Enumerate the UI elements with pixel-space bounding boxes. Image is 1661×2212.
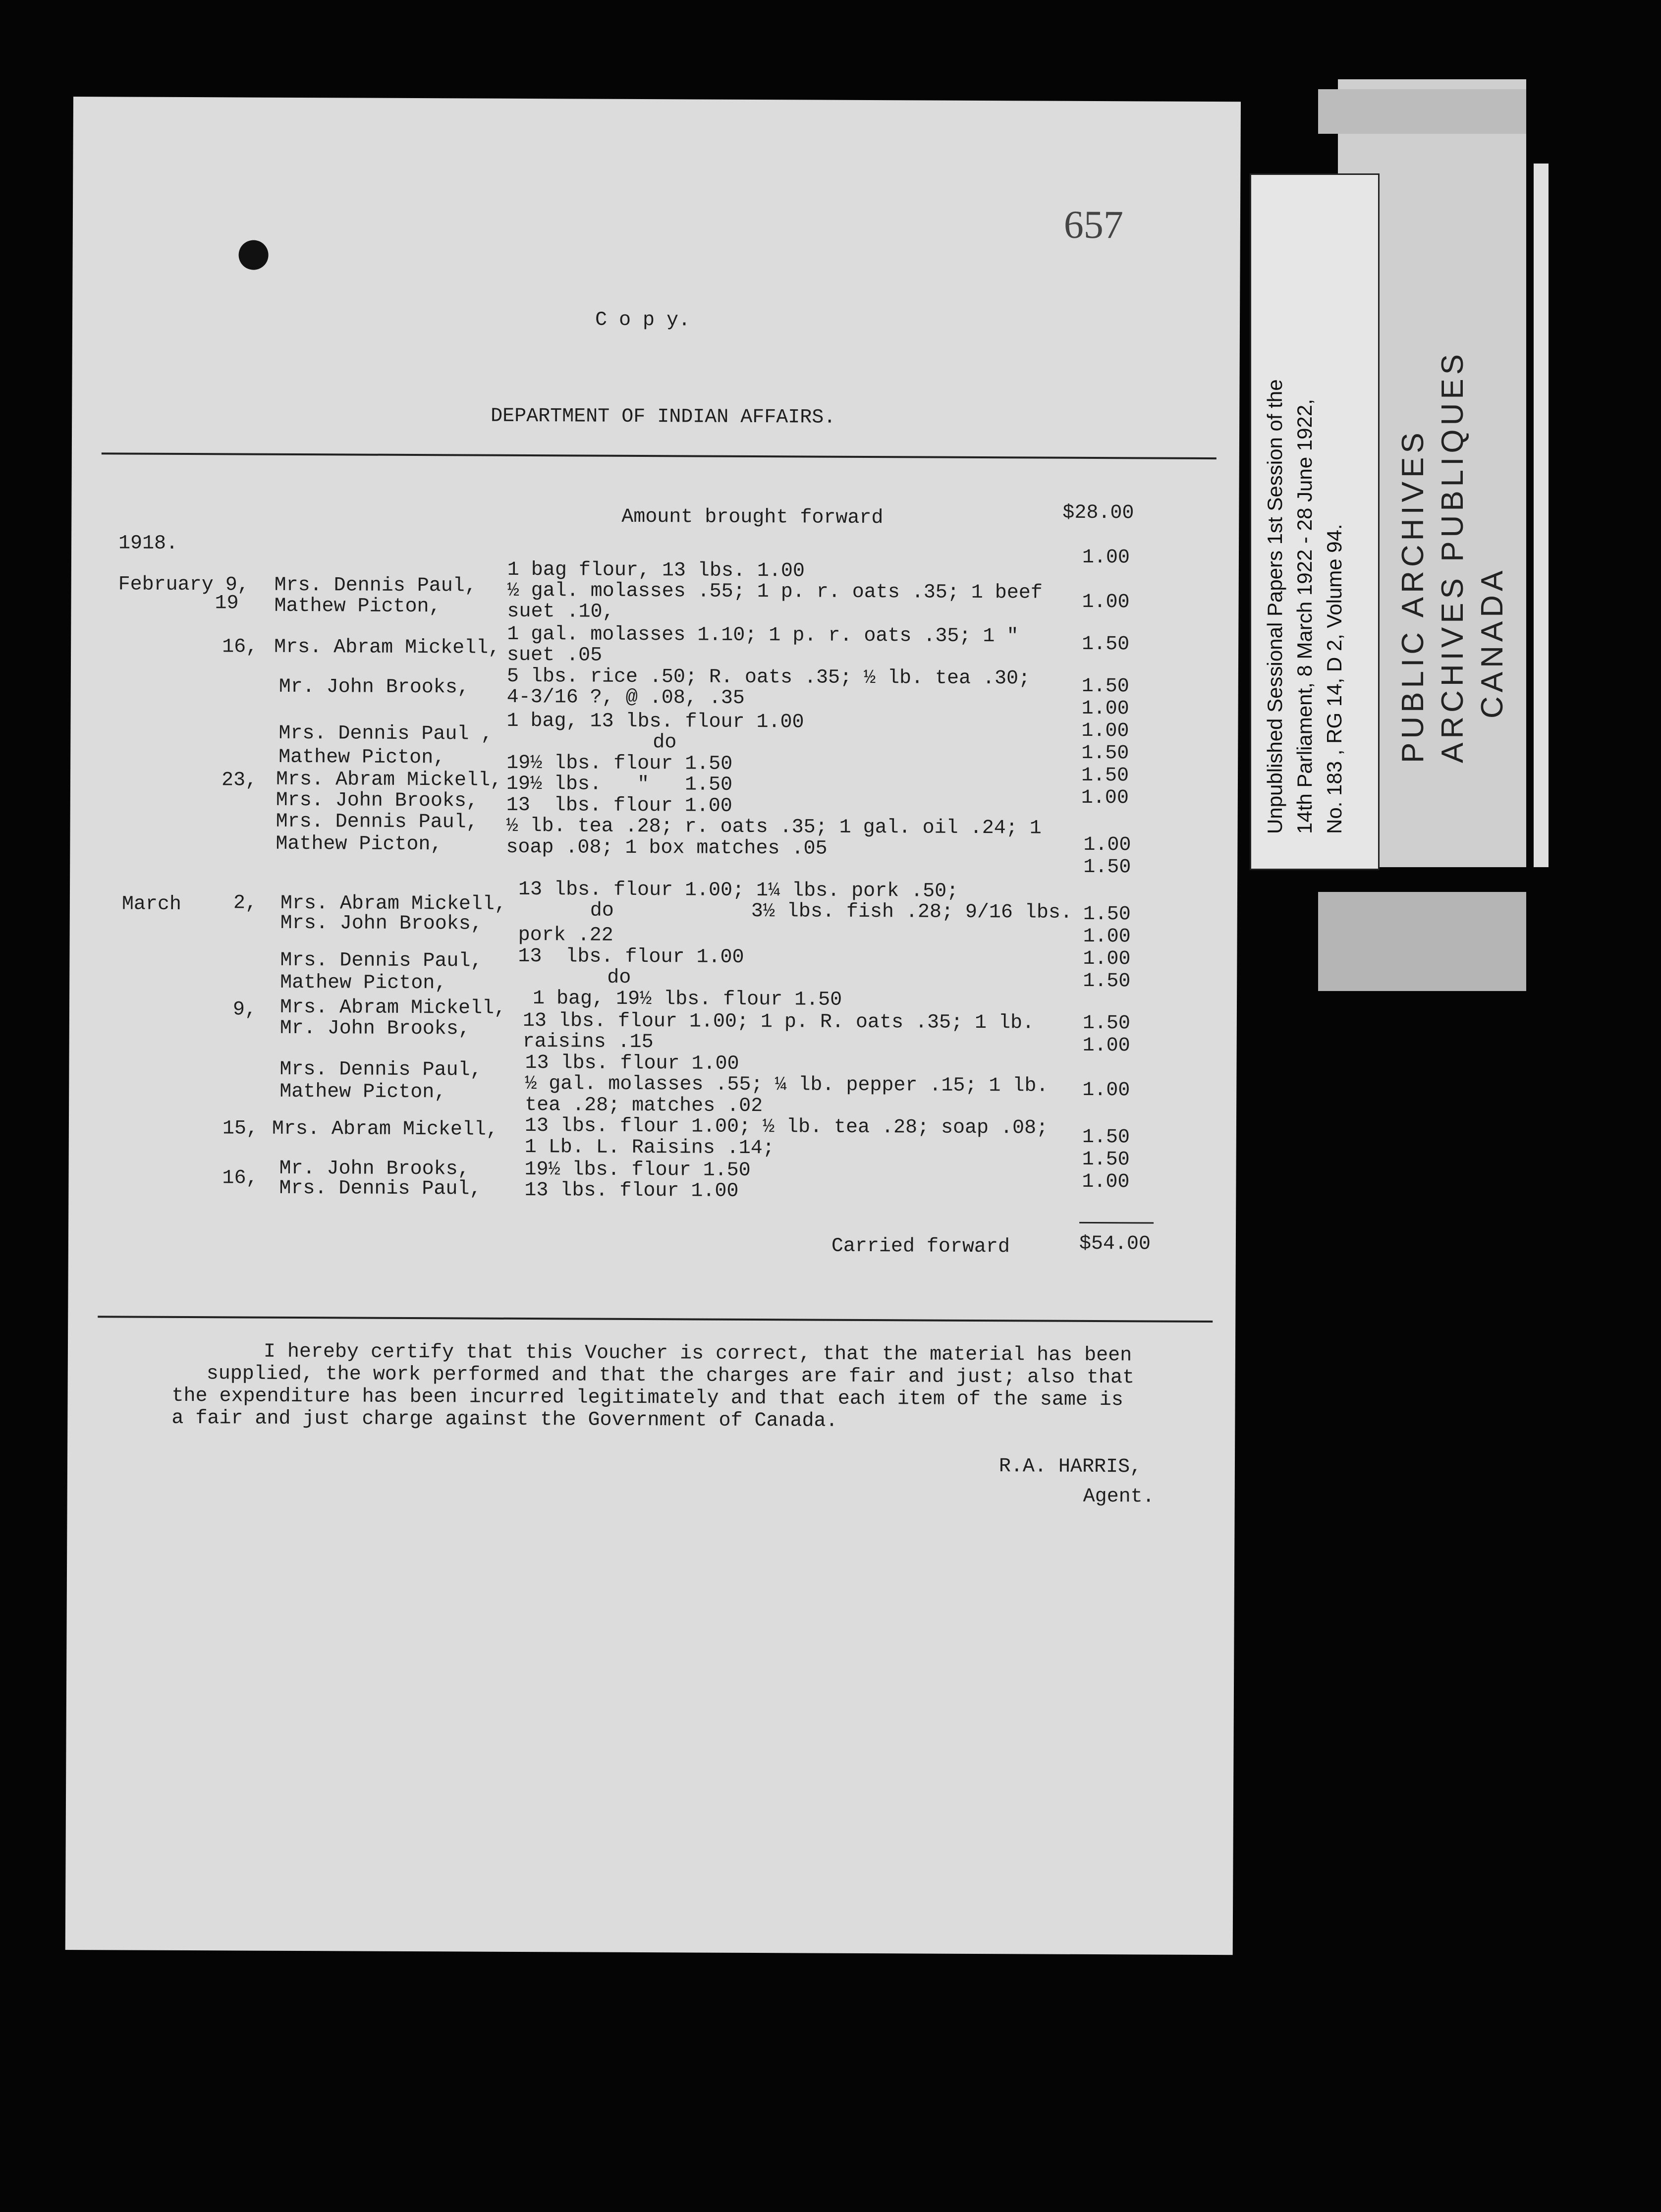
- name-row: Mr. John Brooks,: [279, 1017, 470, 1041]
- bottom-rule: [98, 1316, 1213, 1323]
- item-line: 13 lbs. flour 1.00; 1¼ lbs. pork .50;: [518, 878, 959, 903]
- date-mar-2: 2,: [233, 892, 258, 915]
- item-line: do: [590, 899, 614, 922]
- item-line: 19½ lbs. flour 1.50: [524, 1158, 751, 1182]
- name-row: Mrs. Dennis Paul,: [279, 1177, 482, 1201]
- certificate-line: I hereby certify that this Voucher is correct, that the material has been: [263, 1340, 1132, 1367]
- archive-reference-line-3: No. 183 , RG 14, D 2, Volume 94.: [1323, 524, 1346, 834]
- name-row: Mr. John Brooks,: [279, 1157, 470, 1181]
- item-line: 19½ lbs. flour 1.50: [506, 752, 733, 775]
- amount-cell: 1.50: [1081, 764, 1129, 787]
- certificate-line: supplied, the work performed and that the charges are fair and just; also that: [206, 1363, 1135, 1389]
- amount-cell: 1.50: [1082, 633, 1130, 656]
- archive-reference-line-1: Unpublished Sessional Papers 1st Session of the: [1263, 379, 1286, 834]
- name-row: Mr. John Brooks,: [278, 675, 469, 699]
- amount-cell: 1.50: [1083, 856, 1131, 879]
- item-line: pork .22: [518, 924, 613, 947]
- amount-cell: 1.00: [1082, 1079, 1130, 1102]
- carried-forward-amount: $54.00: [1079, 1232, 1151, 1256]
- amount-cell: 1.00: [1081, 719, 1129, 743]
- copy-heading: C o p y.: [595, 309, 691, 332]
- paper-fold-top: [1318, 89, 1526, 134]
- item-line: suet .05: [506, 644, 603, 667]
- amount-cell: 1.50: [1082, 1126, 1130, 1149]
- signature-name: R.A. HARRIS,: [998, 1455, 1142, 1479]
- amount-cell: 1.00: [1082, 1034, 1130, 1057]
- name-row: Mathew Picton,: [279, 1080, 446, 1104]
- item-line: 13 lbs. flour 1.00: [524, 1179, 739, 1203]
- stamp-line-2: ARCHIVES PUBLIQUES: [1436, 350, 1470, 763]
- item-line: 13 lbs. flour 1.00; 1 p. R. oats .35; 1 lb.: [522, 1009, 1035, 1035]
- item-line: 3½ lbs. fish .28; 9/16 lbs.: [751, 900, 1073, 924]
- item-line: ½ lb. tea .28; r. oats .35; 1 gal. oil .24; 1: [506, 815, 1042, 840]
- name-row: Mrs. Abram Mickell,: [276, 768, 502, 792]
- name-row: Mrs. Dennis Paul ,: [278, 722, 493, 746]
- name-row: Mrs. Dennis Paul,: [274, 574, 477, 598]
- name-row: Mrs. Abram Mickell,: [274, 636, 500, 660]
- item-line: 1 gal. molasses 1.10; 1 p. r. oats .35; 1 ": [507, 623, 1019, 648]
- total-rule: [1079, 1222, 1154, 1224]
- name-row: Mrs. Dennis Paul,: [276, 810, 478, 834]
- amount-cell: 1.00: [1083, 925, 1131, 948]
- item-line: 19½ lbs. " 1.50: [506, 773, 733, 796]
- amount-cell: 1.50: [1083, 903, 1131, 926]
- item-line: 4-3/16 ?, @ .08, .35: [506, 686, 745, 710]
- name-row: Mathew Picton,: [276, 832, 443, 856]
- department-heading: DEPARTMENT OF INDIAN AFFAIRS.: [491, 405, 836, 429]
- stamp-line-1: PUBLIC ARCHIVES: [1396, 429, 1430, 763]
- voucher-sheet: [65, 97, 1241, 1955]
- amount-cell: 1.50: [1081, 742, 1129, 765]
- amount-cell: 1.00: [1081, 697, 1129, 720]
- name-row: Mrs. John Brooks,: [280, 912, 483, 936]
- paper-fold-bottom: [1318, 892, 1526, 991]
- archive-reference-label: [1250, 173, 1380, 870]
- amount-cell: 1.00: [1083, 947, 1131, 971]
- date-mar-16: 16,: [222, 1167, 258, 1190]
- top-rule: [102, 452, 1217, 459]
- name-row: Mrs. Abram Mickell,: [272, 1117, 498, 1141]
- name-row: Mrs. Dennis Paul,: [280, 949, 483, 973]
- item-line: do: [653, 731, 677, 754]
- date-march: March: [121, 893, 182, 916]
- amount-cell: 1.50: [1082, 1148, 1130, 1171]
- amount-cell: 1.50: [1083, 970, 1131, 993]
- item-line: ½ gal. molasses .55; 1 p. r. oats .35; 1 beef: [507, 579, 1043, 605]
- name-row: Mathew Picton,: [280, 971, 447, 995]
- certificate-line: a fair and just charge against the Government of Canada.: [171, 1407, 838, 1433]
- item-line: 13 lbs. flour 1.00: [506, 794, 732, 818]
- punch-hole: [238, 240, 268, 270]
- date-feb-16: 16,: [222, 636, 258, 659]
- certificate-line: the expenditure has been incurred legitimately and that each item of the same is: [171, 1384, 1123, 1412]
- item-line: ½ gal. molasses .55; ¼ lb. pepper .15; 1 lb.: [525, 1072, 1049, 1098]
- folio-number: 657: [1063, 203, 1124, 247]
- item-line: 1 bag flour, 13 lbs. 1.00: [507, 558, 805, 583]
- amount-cell: 1.00: [1082, 546, 1130, 569]
- item-line: 1 bag, 19½ lbs. flour 1.50: [532, 988, 842, 1011]
- amount-cell: 1.00: [1082, 1170, 1130, 1194]
- date-feb-19: 19: [215, 592, 239, 615]
- item-line: 13 lbs. flour 1.00: [525, 1051, 739, 1075]
- year: 1918.: [118, 532, 178, 555]
- signature-title: Agent.: [1083, 1485, 1155, 1508]
- item-line: 1 bag, 13 lbs. flour 1.00: [506, 710, 804, 734]
- amount-cell: 1.00: [1082, 591, 1130, 614]
- name-row: Mathew Picton,: [278, 746, 445, 770]
- item-line: soap .08; 1 box matches .05: [506, 836, 828, 860]
- amount-cell: 1.00: [1083, 833, 1131, 857]
- item-line: 1 Lb. L. Raisins .14;: [524, 1136, 775, 1160]
- carried-forward-label: Carried forward: [831, 1235, 1010, 1259]
- date-mar-9: 9,: [232, 998, 257, 1021]
- paper-edge: [1534, 164, 1549, 867]
- brought-forward-amount: $28.00: [1062, 501, 1134, 525]
- item-line: 13 lbs. flour 1.00; ½ lb. tea .28; soap .08;: [524, 1114, 1049, 1140]
- stamp-line-3: CANADA: [1475, 566, 1509, 719]
- item-line: tea .28; matches .02: [525, 1094, 763, 1118]
- name-row: Mrs. Dennis Paul,: [279, 1058, 482, 1082]
- amount-cell: 1.00: [1081, 786, 1129, 810]
- name-row: Mrs. John Brooks,: [276, 789, 478, 813]
- archive-reference-line-2: 14th Parliament, 8 March 1922 - 28 June 1922,: [1293, 399, 1316, 834]
- item-line: 13 lbs. flour 1.00: [518, 945, 744, 969]
- date-mar-15: 15,: [222, 1117, 259, 1140]
- item-line: raisins .15: [522, 1030, 654, 1054]
- item-line: 5 lbs. rice .50; R. oats .35; ½ lb. tea .30;: [506, 665, 1031, 690]
- name-row: Mathew Picton,: [274, 595, 441, 618]
- name-row: Mrs. Abram Mickell,: [280, 892, 507, 916]
- date-feb-9: February 9,: [118, 573, 249, 597]
- item-line: suet .10,: [507, 600, 614, 623]
- item-line: do: [607, 966, 631, 989]
- amount-cell: 1.50: [1081, 675, 1129, 698]
- amount-cell: 1.50: [1082, 1012, 1130, 1035]
- name-row: Mrs. Abram Mickell,: [279, 996, 506, 1020]
- date-feb-23: 23,: [221, 769, 258, 792]
- brought-forward-label: Amount brought forward: [621, 505, 884, 530]
